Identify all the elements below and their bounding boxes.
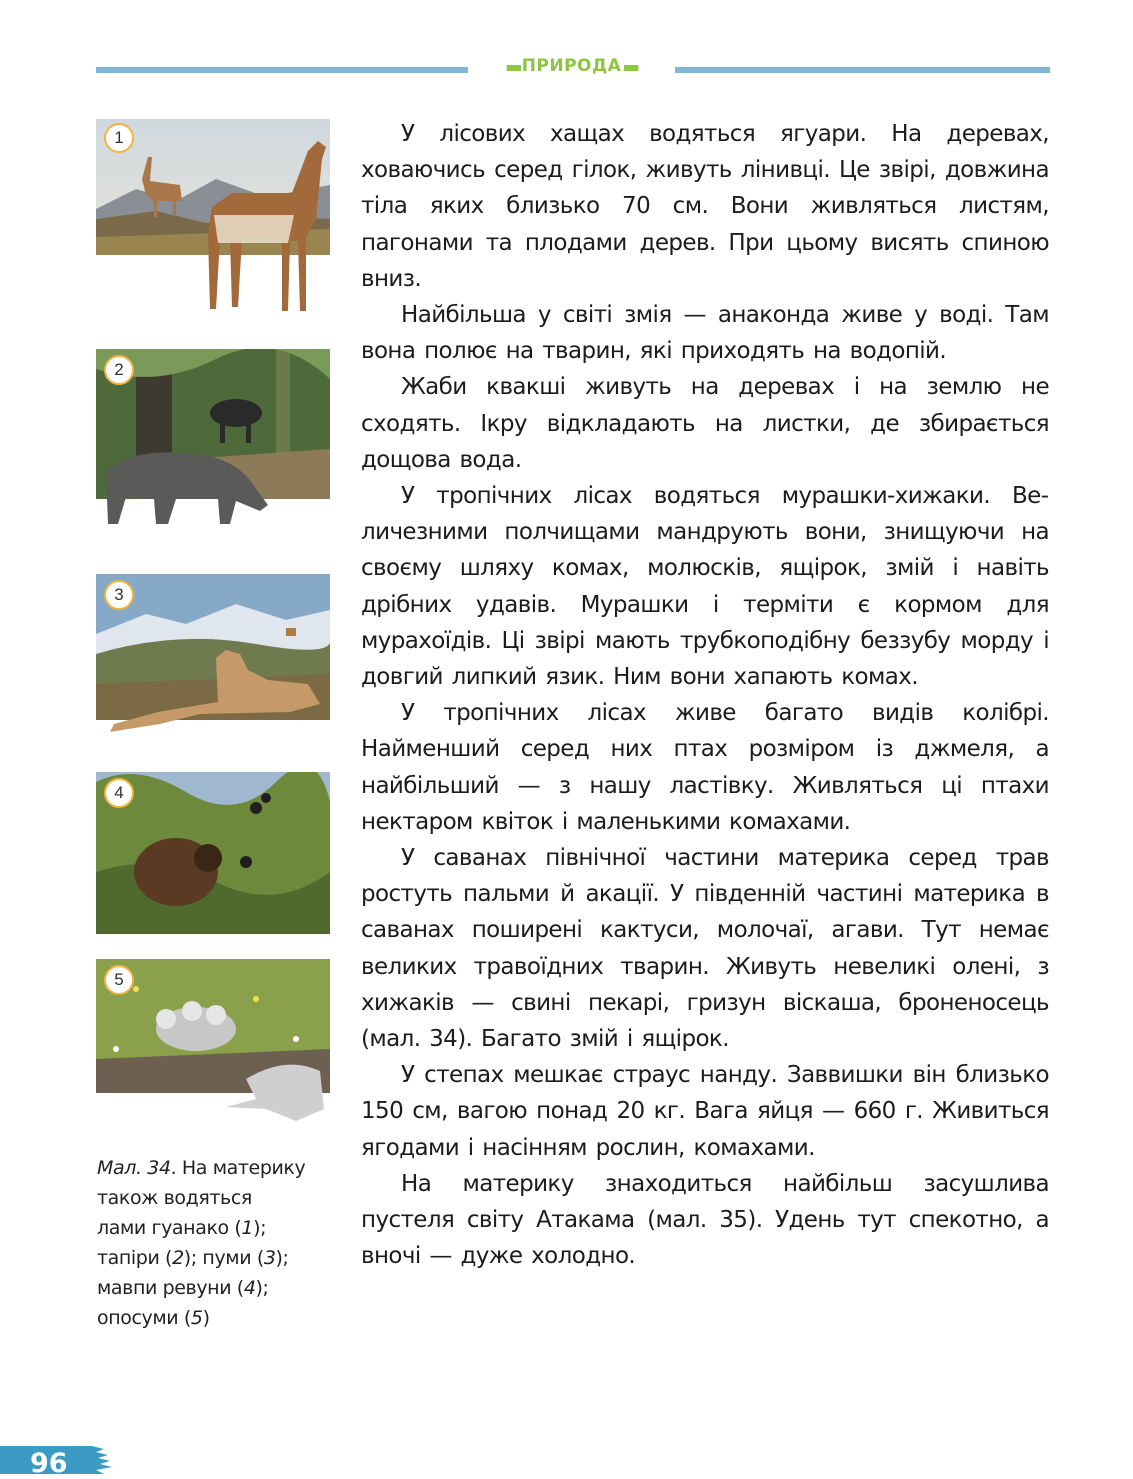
caption-ref: 5 bbox=[190, 1307, 203, 1329]
photo-opossums bbox=[96, 959, 330, 1127]
photo-number-badge: 5 bbox=[104, 965, 134, 995]
grass-ornament-icon: ıııııııı bbox=[621, 61, 638, 74]
header-rule-left bbox=[96, 67, 468, 73]
photo-puma bbox=[96, 574, 330, 746]
header-rule-right bbox=[675, 67, 1050, 73]
paragraph: Жаби квакші живуть на деревах і на землю не сходять. Ікру відкладають на листки, де збирається дощова вода. bbox=[361, 374, 1049, 473]
caption-text: ); bbox=[255, 1277, 269, 1299]
section-title: ПРИРОДА bbox=[521, 56, 622, 76]
caption-text: ); bbox=[275, 1247, 289, 1269]
paragraph: У степах мешкає страус нанду. Заввишки він близько 150 см, вагою понад 20 кг. Вага яйця — 660 г. Живиться ягодами і насінням рослин, комахами. bbox=[361, 1062, 1049, 1161]
caption-text: ) bbox=[202, 1307, 210, 1329]
caption-ref: 2 bbox=[172, 1247, 184, 1269]
caption-text: . На материку bbox=[170, 1157, 306, 1179]
caption-text: мавпи ревуни ( bbox=[97, 1277, 244, 1299]
figure-caption bbox=[97, 1153, 347, 1333]
photo-number-badge: 3 bbox=[104, 580, 134, 610]
main-text bbox=[361, 116, 1049, 1275]
caption-ref: 3 bbox=[263, 1247, 276, 1269]
photo-guanaco bbox=[96, 119, 330, 331]
grass-ornament-icon: ıııııııı bbox=[505, 61, 522, 74]
caption-ref: 4 bbox=[243, 1277, 256, 1299]
paragraph: У тропічних лісах водяться мурашки-хижаки. Величезними полчищами мандрують вони, знищуючи на своєму шляху комах, молюсків, ящірок, змій і навіть дрібних удавів. Мурашки і терміти є кормом для мурахоїдів. Ці звірі мають трубкоподібну беззубу морду і довгий липкий язик. Ним вони хапають комах. bbox=[361, 483, 1049, 691]
paragraph: На материку знаходиться найбільш засушлива пустеля світу Атакама (мал. 35). Удень тут спекотно, а вночі — дуже холодно. bbox=[361, 1170, 1049, 1270]
section-header bbox=[468, 56, 675, 76]
page-number: 96 bbox=[30, 1448, 68, 1479]
caption-text: тапіри ( bbox=[97, 1247, 173, 1269]
caption-ref: 1 bbox=[241, 1217, 254, 1239]
photo-number-badge: 2 bbox=[104, 355, 134, 385]
photo-number-badge: 1 bbox=[104, 123, 134, 153]
caption-text: ); bbox=[253, 1217, 267, 1239]
caption-text: опосуми ( bbox=[97, 1307, 191, 1329]
paragraph: Найбільша у світі змія — анаконда живе у воді. Там вона полює на тварин, які приходять на водопій. bbox=[361, 302, 1049, 365]
paragraph: У тропічних лісах живе багато видів колібрі. Найменший серед них птах розміром із джмеля, а найбільший — з нашу ластівку. Живляться ці птахи нектаром квіток і маленькими комахами. bbox=[361, 700, 1049, 835]
caption-label: Мал. 34 bbox=[97, 1157, 171, 1179]
caption-text: лами гуанако ( bbox=[97, 1217, 242, 1239]
photo-tapir bbox=[96, 349, 330, 524]
photo-number-badge: 4 bbox=[104, 778, 134, 808]
paragraph: У лісових хащах водяться ягуари. На деревах, ховаючись серед гілок, живуть лінивці. Це звірі, довжина тіла яких близько 70 см. Вони живляться листям, пагонами та плодами дерев. При цьому висять спиною вниз. bbox=[361, 121, 1049, 292]
paragraph: У саванах північної частини материка серед трав ростуть пальми й акації. У південній частині материка в саванах поширені кактуси, молочаї, агави. Тут немає великих травоїдних тварин. Живуть невеликі олені, з хижаків — свині пекарі, гризун віскаша, броненосець (мал. 34). Багато змій і ящірок. bbox=[361, 845, 1049, 1053]
photo-howler-monkeys bbox=[96, 772, 330, 934]
caption-text: ); пуми ( bbox=[183, 1247, 264, 1269]
caption-text: також водяться bbox=[97, 1187, 252, 1209]
